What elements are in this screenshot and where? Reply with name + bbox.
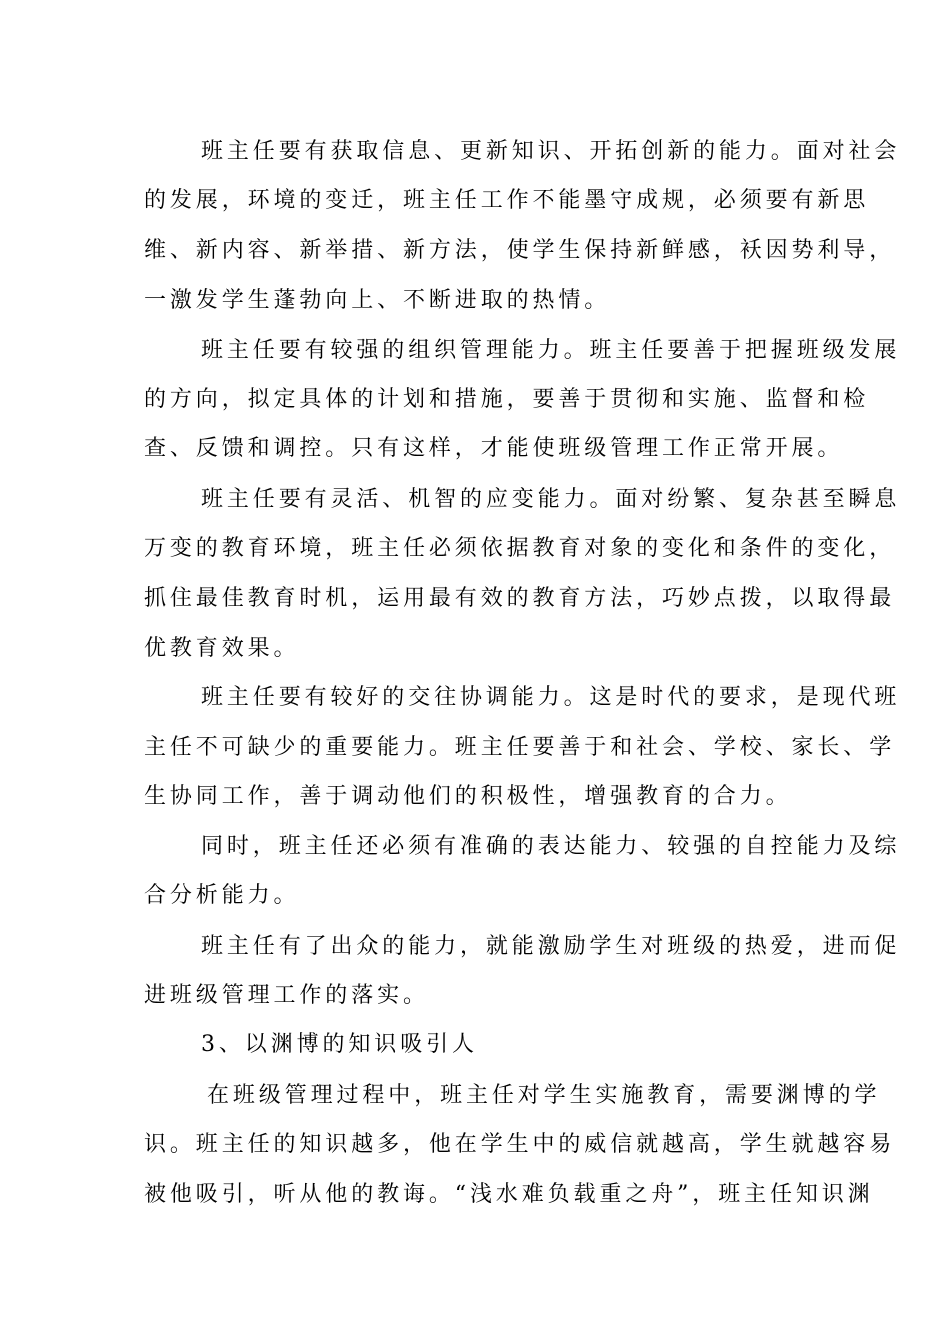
paragraph-line: 班主任要有获取信息、更新知识、开拓创新的能力。面对社会 (201, 139, 901, 164)
paragraph-line: 识。班主任的知识越多，他在学生中的威信就越高，学生就越容易 (144, 1132, 896, 1157)
paragraph-line: 班主任要有较好的交往协调能力。这是时代的要求，是现代班 (201, 685, 901, 710)
paragraph-line: 班主任有了出众的能力，就能激励学生对班级的热爱，进而促 (201, 934, 901, 959)
paragraph-line: 进班级管理工作的落实。 (144, 983, 429, 1008)
paragraph-line: 被他吸引，听从他的教诲。“浅水难负载重之舟”，班主任知识渊 (144, 1182, 874, 1207)
paragraph-line: 维、新内容、新举措、新方法，使学生保持新鲜感，袄因势利导， (144, 238, 896, 263)
paragraph-line: 同时，班主任还必须有准确的表达能力、较强的自控能力及综 (201, 834, 901, 859)
paragraph-line: 班主任要有较强的组织管理能力。班主任要善于把握班级发展 (201, 338, 901, 363)
paragraph-line: 优教育效果。 (144, 636, 300, 661)
paragraph-line: 主任不可缺少的重要能力。班主任要善于和社会、学校、家长、学 (144, 735, 896, 760)
paragraph-line: 抓住最佳教育时机，运用最有效的教育方法，巧妙点拨，以取得最 (144, 586, 896, 611)
paragraph-line: 合分析能力。 (144, 883, 300, 908)
paragraph-line: 查、反馈和调控。只有这样，才能使班级管理工作正常开展。 (144, 436, 844, 461)
paragraph-line: 的方向，拟定具体的计划和措施，要善于贯彻和实施、监督和检 (144, 387, 870, 412)
paragraph-line: 班主任要有灵活、机智的应变能力。面对纷繁、复杂甚至瞬息 (201, 487, 901, 512)
paragraph-line: 在班级管理过程中，班主任对学生实施教育，需要渊博的学 (207, 1083, 881, 1108)
paragraph-line: 万变的教育环境，班主任必须依据教育对象的变化和条件的变化， (144, 536, 896, 561)
paragraph-line: 的发展，环境的变迁，班主任工作不能墨守成规，必须要有新思 (144, 188, 870, 213)
section-heading: 3、以渊博的知识吸引人 (201, 1032, 478, 1057)
paragraph-line: 生协同工作，善于调动他们的积极性，增强教育的合力。 (144, 784, 792, 809)
paragraph-line: 一激发学生蓬勃向上、不断进取的热情。 (144, 288, 611, 313)
